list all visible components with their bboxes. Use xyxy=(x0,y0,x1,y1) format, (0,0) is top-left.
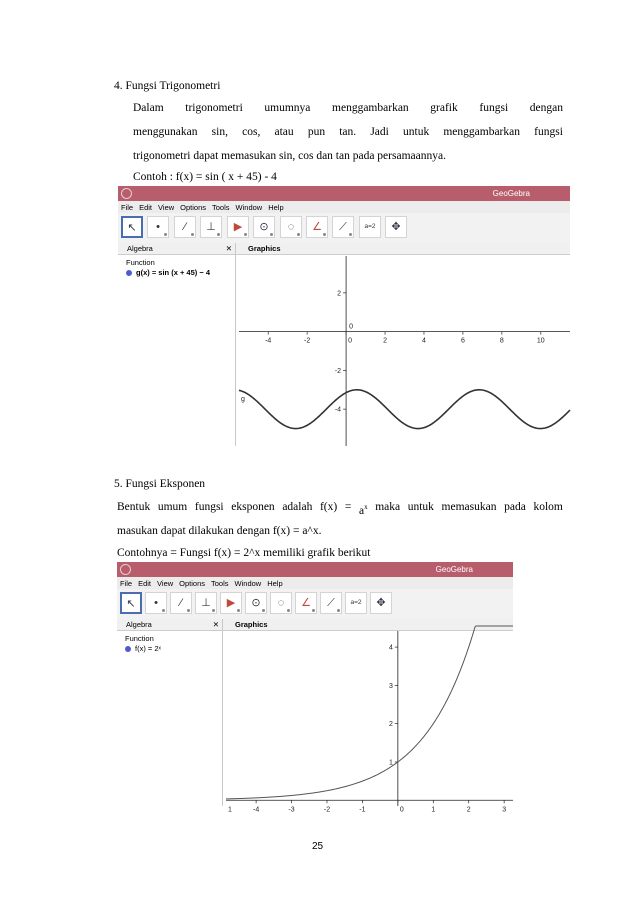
s4l2-word: pun xyxy=(307,126,326,138)
algebra-header: Algebra ✕ xyxy=(118,243,235,255)
angle-tool-icon[interactable]: ∠ xyxy=(306,216,328,238)
s4l1-word: dengan xyxy=(529,102,563,114)
move-tool-icon[interactable]: ↖ xyxy=(120,592,142,614)
s4l1-word: fungsi xyxy=(479,102,509,114)
geogebra-window-trig xyxy=(118,186,570,446)
s4l1-word: menggambarkan xyxy=(332,102,409,114)
x-tick-label: -4 xyxy=(253,806,260,814)
menu-help[interactable]: Help xyxy=(267,578,283,588)
section4-line2 xyxy=(133,125,563,139)
x-tick-label: 0 xyxy=(399,806,404,814)
graphics-view-exp[interactable] xyxy=(226,631,513,814)
conic-tool-icon[interactable]: ◌ xyxy=(280,216,302,238)
s5l1-word: fungsi xyxy=(194,501,224,513)
close-algebra-icon[interactable]: ✕ xyxy=(225,244,232,253)
corner-label: 1 xyxy=(228,806,232,814)
algebra-category: Function xyxy=(125,634,154,643)
menu-window[interactable]: Window xyxy=(235,202,263,212)
s5l1-word: pada xyxy=(504,501,526,513)
angle-tool-icon[interactable]: ∠ xyxy=(295,592,317,614)
algebra-object[interactable]: f(x) = 2ˣ xyxy=(125,644,161,653)
graphics-header: Graphics xyxy=(223,619,513,631)
visibility-dot-icon[interactable] xyxy=(125,646,131,652)
x-tick-label: 6 xyxy=(460,337,465,345)
s5l1-word: untuk xyxy=(407,501,434,513)
y-tick-label: -4 xyxy=(334,406,342,414)
slider-tool-icon[interactable]: a=2 xyxy=(345,592,367,614)
menu-view[interactable]: View xyxy=(157,578,174,588)
s4l2-word: cos, xyxy=(242,126,261,138)
graphics-header: Graphics xyxy=(236,243,570,255)
section4-line3: trigonometri dapat memasukan sin, cos dan tan pada persamaannya. xyxy=(133,150,446,162)
menu-help[interactable]: Help xyxy=(268,202,284,212)
panel-divider[interactable] xyxy=(235,243,236,446)
s5l1-word: = xyxy=(344,501,352,513)
s5l1-word: a xyxy=(358,504,365,517)
reflect-tool-icon[interactable]: ⟋ xyxy=(320,592,342,614)
s4l2-word: sin, xyxy=(211,126,228,138)
perpendicular-tool-icon[interactable]: ⊥ xyxy=(200,216,222,238)
algebra-category: Function xyxy=(126,258,155,267)
menu-view[interactable]: View xyxy=(158,202,175,212)
menu-file[interactable]: File xyxy=(121,202,134,212)
y-tick-label: -2 xyxy=(334,367,342,375)
s5l1-word: eksponen xyxy=(231,501,275,513)
section5-line1 xyxy=(117,500,563,518)
menu-tools[interactable]: Tools xyxy=(211,578,229,588)
geogebra-logo-icon xyxy=(121,188,132,199)
conic-tool-icon[interactable]: ◌ xyxy=(270,592,292,614)
function-curve xyxy=(226,626,513,799)
toolbar xyxy=(117,589,513,620)
s5l1-word: adalah xyxy=(282,501,313,513)
s4l2-word: untuk xyxy=(403,126,430,138)
move-view-tool-icon[interactable]: ✥ xyxy=(385,216,407,238)
y-tick-label: 2 xyxy=(388,721,393,729)
function-curve xyxy=(239,390,570,429)
y-tick-label: 4 xyxy=(388,644,393,652)
move-view-tool-icon[interactable]: ✥ xyxy=(370,592,392,614)
y-tick-label: 1 xyxy=(388,759,393,767)
s4l2-word: fungsi xyxy=(534,126,563,138)
menu-window[interactable]: Window xyxy=(234,578,262,588)
algebra-header: Algebra ✕ xyxy=(117,619,222,631)
s4l2-word: Jadi xyxy=(370,126,389,138)
algebra-object[interactable]: g(x) = sin (x + 45) − 4 xyxy=(126,268,210,277)
slider-tool-icon[interactable]: a=2 xyxy=(359,216,381,238)
menu-bar xyxy=(117,577,513,589)
menu-file[interactable]: File xyxy=(120,578,133,588)
s4l2-word: menggunakan xyxy=(133,126,198,138)
section4-line1 xyxy=(133,101,563,115)
s4l2-word: tan. xyxy=(339,126,357,138)
s4l1-word: umumnya xyxy=(264,102,311,114)
menu-edit[interactable]: Edit xyxy=(139,202,153,212)
polygon-tool-icon[interactable]: ▶ xyxy=(227,216,249,238)
point-tool-icon[interactable]: • xyxy=(145,592,167,614)
menu-tools[interactable]: Tools xyxy=(212,202,230,212)
s5l1-word: f(x) xyxy=(319,501,338,513)
circle-tool-icon[interactable]: ⊙ xyxy=(245,592,267,614)
section5-heading: 5. Fungsi Eksponen xyxy=(114,478,206,490)
move-tool-icon[interactable]: ↖ xyxy=(121,216,143,238)
x-tick-label: 2 xyxy=(383,337,387,345)
x-tick-label: -4 xyxy=(265,337,272,345)
polygon-tool-icon[interactable]: ▶ xyxy=(220,592,242,614)
menu-bar xyxy=(118,201,570,213)
x-tick-label: 0 xyxy=(348,337,352,345)
s5l1-word: memasukan xyxy=(441,501,497,513)
toolbar xyxy=(118,213,570,244)
close-algebra-icon[interactable]: ✕ xyxy=(212,620,219,629)
line-tool-icon[interactable]: ⁄ xyxy=(170,592,192,614)
section4-example: Contoh : f(x) = sin ( x + 45) - 4 xyxy=(133,171,277,183)
graphics-view-trig[interactable] xyxy=(239,256,570,446)
x-tick-label: -3 xyxy=(288,806,295,814)
section5-line2: masukan dapat dilakukan dengan f(x) = a^x. xyxy=(117,525,322,537)
s5l1-word: maka xyxy=(375,501,401,513)
section4-heading: 4. Fungsi Trigonometri xyxy=(114,80,221,92)
exponent-x: x xyxy=(364,503,368,511)
app-title: GeoGebra xyxy=(435,565,473,574)
s4l1-word: trigonometri xyxy=(185,102,243,114)
section5-line3: Contohnya = Fungsi f(x) = 2^x memiliki grafik berikut xyxy=(117,547,371,559)
geogebra-window-exp xyxy=(117,562,513,814)
line-tool-icon[interactable]: ⁄ xyxy=(174,216,196,238)
x-tick-label: 2 xyxy=(466,806,471,814)
s4l1-word: grafik xyxy=(430,102,458,114)
x-tick-label: -2 xyxy=(304,337,311,345)
curve-label: g xyxy=(241,396,245,404)
menu-options[interactable]: Options xyxy=(179,578,206,588)
s4l1-word: Dalam xyxy=(133,102,164,114)
x-tick-label: 1 xyxy=(431,806,436,814)
circle-tool-icon[interactable]: ⊙ xyxy=(253,216,275,238)
perpendicular-tool-icon[interactable]: ⊥ xyxy=(195,592,217,614)
menu-options[interactable]: Options xyxy=(180,202,207,212)
y-tick-label: 2 xyxy=(337,290,342,298)
s4l2-word: menggambarkan xyxy=(443,126,520,138)
s5l1-word: Bentuk xyxy=(117,501,151,513)
x-tick-label: -2 xyxy=(323,806,331,814)
origin-label: 0 xyxy=(349,323,353,331)
x-tick-label: 8 xyxy=(499,337,504,345)
panel-divider[interactable] xyxy=(222,619,223,806)
x-tick-label: 10 xyxy=(536,337,545,345)
a-power-x xyxy=(359,500,368,518)
app-title: GeoGebra xyxy=(492,189,530,198)
page-number: 25 xyxy=(312,841,324,852)
s4l2-word: atau xyxy=(274,126,294,138)
x-tick-label: 3 xyxy=(502,806,507,814)
point-tool-icon[interactable]: • xyxy=(147,216,169,238)
title-bar xyxy=(117,562,513,577)
visibility-dot-icon[interactable] xyxy=(126,270,132,276)
x-tick-label: -1 xyxy=(359,806,366,814)
s5l1-word: kolom xyxy=(533,501,563,513)
s5l1-word: umum xyxy=(157,501,188,513)
menu-edit[interactable]: Edit xyxy=(138,578,152,588)
x-tick-label: 4 xyxy=(422,337,426,345)
y-tick-label: 3 xyxy=(388,682,393,690)
title-bar xyxy=(118,186,570,201)
geogebra-logo-icon xyxy=(120,564,131,575)
reflect-tool-icon[interactable]: ⟋ xyxy=(332,216,354,238)
